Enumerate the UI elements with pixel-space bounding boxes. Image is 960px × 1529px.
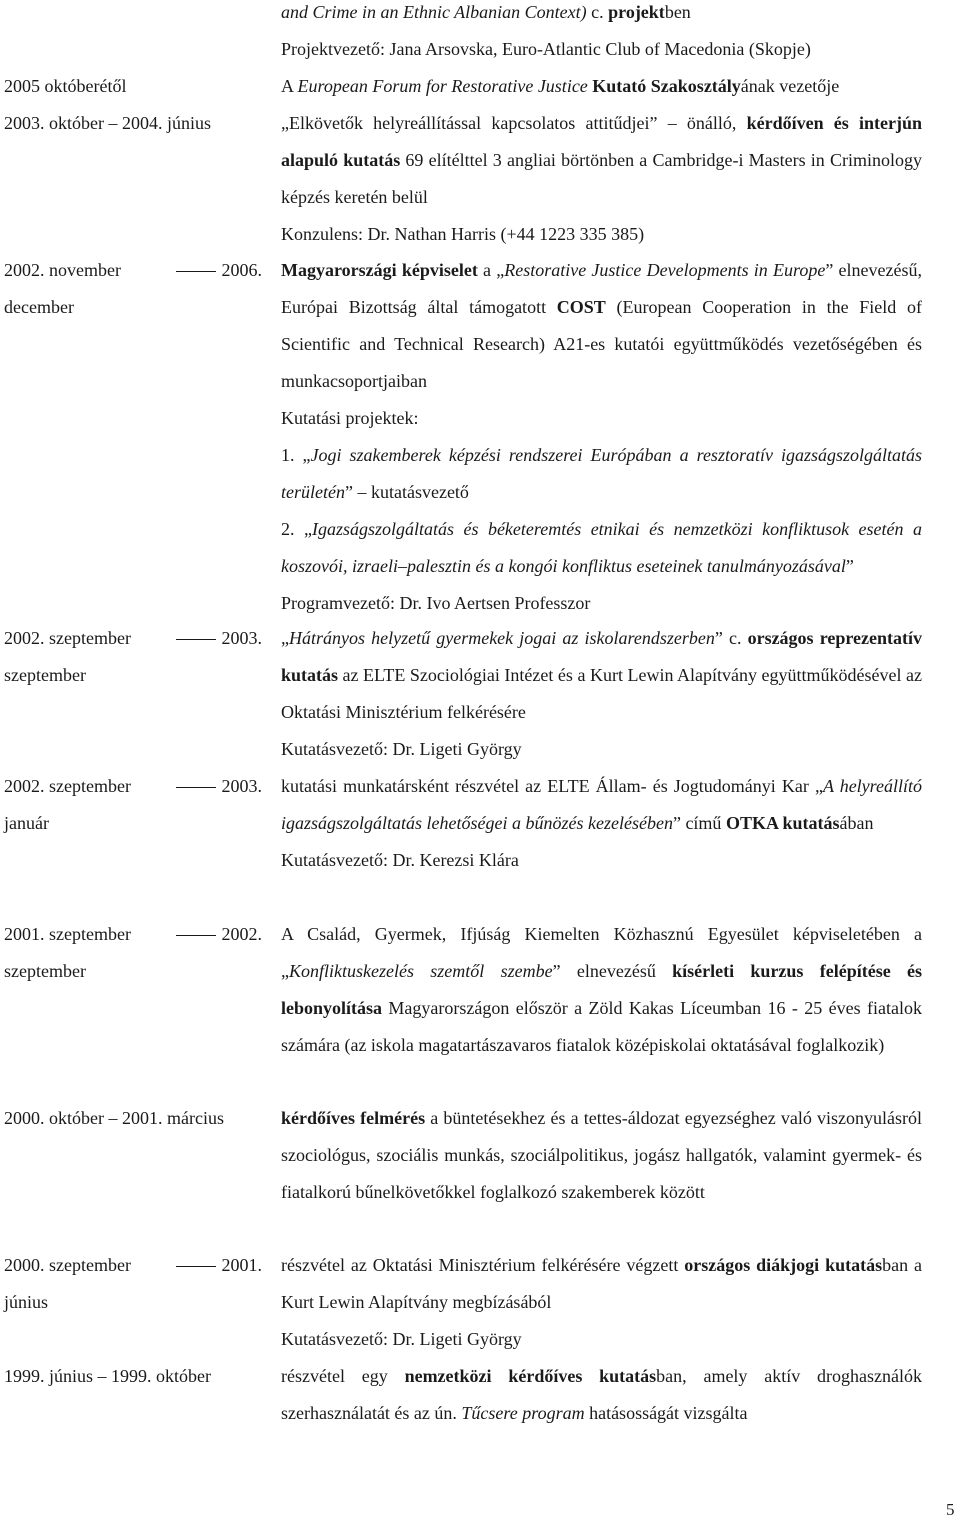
page-number: 5: [946, 1500, 955, 1519]
entry-text: A Család, Gyermek, Ifjúság Kiemelten Közhasznú Egyesület képviseletében a „Konfliktuskezelés szemtől szembe” elnevezésű kísérleti kurzus felépítése és lebonyolítása Magyarországon először a Zöld Kakas Líceumban 16 - 25 éves fiatalok számára (az iskola magatartászavaros fiatalok középiskolai oktatásával foglalkozik): [281, 924, 923, 1055]
entry-description: [281, 105, 922, 253]
entry-text: részvétel egy nemzetközi kérdőíves kutatásban, amely aktív droghasználók szerhasználatát és az ún. Tűcsere program hatásosságát vizsgálta: [281, 1366, 922, 1423]
entry-description: [281, 1100, 922, 1211]
date-end-year: 2003.: [221, 628, 262, 648]
research-leader: Kutatásvezető: Dr. Kerezsi Klára: [281, 850, 519, 870]
project-2: 2. „Igazságszolgáltatás és béketeremtés etnikai és nemzetközi konfliktusok esetén a koszovói, izraeli–palesztin és a kongói konfliktus eseteinek tanulmányozásával”: [281, 519, 922, 576]
project-1: 1. „Jogi szakemberek képzési rendszerei Európában a resztoratív igazságszolgáltatás területén” – kutatásvezető: [281, 445, 922, 502]
research-leader: Kutatásvezető: Dr. Ligeti György: [281, 1329, 522, 1349]
entry-consultant: Konzulens: Dr. Nathan Harris (+44 1223 335 385): [281, 224, 645, 244]
entry-text: kérdőíves felmérés a büntetésekhez és a tettes-áldozat egyezséghez való viszonyulásról szociológus, szociális munkás, szociálpolitikus, jogász hallgatók, valamint gyermek- és fiatalkorú bűnelkövetőkkel foglalkozó szakemberek között: [281, 1108, 922, 1202]
date-end-year: 2003.: [221, 776, 262, 796]
entry-line-2: Projektvezető: Jana Arsovska, Euro-Atlantic Club of Macedonia (Skopje): [281, 39, 811, 59]
entry-date: [4, 252, 262, 326]
entry-text: Magyarországi képviselet a „Restorative Justice Developments in Europe” elnevezésű, Európai Bizottság által támogatott COST (European Cooperation in the Field of Scientific and Technical Research) A21-es kutatói együttműködés vezetőségében és munkacsoportjaiban: [281, 260, 922, 391]
date-end-year: 2002.: [221, 924, 262, 944]
entry-description: [281, 0, 922, 68]
date-end-month: június: [4, 1292, 49, 1312]
date-end-year: 2001.: [221, 1255, 262, 1275]
date-end-month: szeptember: [4, 961, 86, 981]
entry-description: [281, 252, 922, 622]
date-start: 2002. szeptember: [4, 776, 131, 796]
entry-description: [281, 620, 922, 768]
date-start: 2000. szeptember: [4, 1255, 131, 1275]
entry-description: [281, 1247, 922, 1358]
date-end-month: szeptember: [4, 665, 86, 685]
entry-text: „Hátrányos helyzetű gyermekek jogai az iskolarendszerben” c. országos reprezentatív kutatás az ELTE Szociológiai Intézet és a Kurt Lewin Alapítvány együttműködésével az Oktatási Minisztérium felkérésére: [281, 628, 922, 722]
date-start: 2001. szeptember: [4, 924, 131, 944]
research-leader: Kutatásvezető: Dr. Ligeti György: [281, 739, 522, 759]
date-start: 2002. szeptember: [4, 628, 131, 648]
entry-description: [281, 768, 922, 879]
entry-text: kutatási munkatársként részvétel az ELTE Állam- és Jogtudományi Kar „A helyreállító igazságszolgáltatás lehetőségei a bűnözés kezelésében” című OTKA kutatásában: [281, 776, 923, 833]
entry-date: [4, 1247, 262, 1321]
entry-text: részvétel az Oktatási Minisztérium felkérésére végzett országos diákjogi kutatásban a Kurt Lewin Alapítvány megbízásából: [281, 1255, 922, 1312]
entry-date: 2005 októberétől: [4, 76, 127, 96]
entry-date: 2003. október – 2004. június: [4, 113, 211, 133]
entry-line-1: and Crime in an Ethnic Albanian Context) c. projektben: [281, 2, 691, 22]
entry-description: A European Forum for Restorative Justice Kutató Szakosztályának vezetője: [281, 76, 840, 96]
entry-date: 1999. június – 1999. október: [4, 1366, 211, 1386]
entry-date: 2000. október – 2001. március: [4, 1108, 224, 1128]
program-leader: Programvezető: Dr. Ivo Aertsen Professzor: [281, 593, 591, 613]
date-end-month: december: [4, 297, 74, 317]
date-start: 2002. november: [4, 260, 121, 280]
entry-date: [4, 916, 262, 990]
entry-description: [281, 1358, 922, 1432]
projects-label: Kutatási projektek:: [281, 408, 419, 428]
date-end-year: 2006.: [221, 260, 262, 280]
entry-date: [4, 768, 262, 842]
entry-text: „Elkövetők helyreállítással kapcsolatos attitűdjei” – önálló, kérdőíven és interjún alapuló kutatás 69 elítélttel 3 angliai börtönben a Cambridge-i Masters in Criminology képzés keretén belül: [281, 113, 922, 207]
entry-date: [4, 620, 262, 694]
entry-description: [281, 916, 922, 1064]
date-end-month: január: [4, 813, 49, 833]
